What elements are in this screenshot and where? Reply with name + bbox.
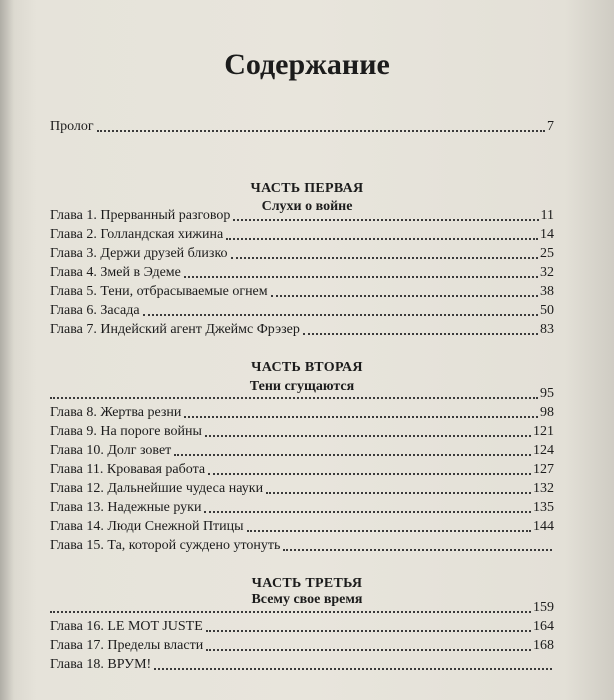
toc-entry-label: Глава 16. LE MOT JUSTE [50, 619, 203, 634]
leader-dots [143, 314, 538, 316]
toc-entry-label: Пролог [50, 119, 94, 134]
part-subtitle: Слухи о войне [261, 199, 353, 214]
toc-entry-label: Глава 18. ВРУМ! [50, 657, 152, 672]
leader-dots [50, 611, 531, 613]
leader-dots [205, 435, 531, 437]
toc-entry-label: Глава 4. Змей в Эдеме [50, 265, 181, 280]
toc-entry [50, 461, 554, 479]
part-title: ЧАСТЬ ТРЕТЬЯ [251, 576, 363, 591]
toc-entry-label: Глава 1. Прерванный разговор [50, 208, 231, 223]
toc-entry-page: 121 [533, 424, 554, 439]
toc-entry-page: 14 [540, 227, 554, 242]
toc-entry-prologue [50, 118, 554, 136]
toc-entry-page: 159 [533, 600, 554, 615]
toc-entry-page: 83 [540, 322, 554, 337]
part-title: ЧАСТЬ ВТОРАЯ [251, 360, 363, 375]
page-title: Содержание [224, 48, 390, 81]
leader-dots [50, 397, 538, 399]
leader-dots [208, 473, 531, 475]
part-title: ЧАСТЬ ПЕРВАЯ [250, 181, 364, 196]
toc-entry [50, 404, 554, 422]
part-subtitle: Тени сгущаются [249, 379, 355, 394]
leader-dots [206, 630, 531, 632]
toc-entry-label: Глава 13. Надежные руки [50, 500, 202, 515]
leader-dots [283, 549, 552, 551]
toc-entry-label: Глава 17. Пределы власти [50, 638, 204, 653]
toc-entry-page: 144 [533, 519, 554, 534]
leader-dots [204, 511, 531, 513]
toc-entry-label: Глава 14. Люди Снежной Птицы [50, 519, 244, 534]
toc-entry [50, 537, 554, 555]
toc-entry [50, 480, 554, 498]
toc-entry [50, 518, 554, 536]
toc-entry [50, 245, 554, 263]
toc-entry-page: 11 [540, 208, 554, 223]
toc-entry [50, 264, 554, 282]
toc-entry [50, 637, 554, 655]
toc-entry-label: Глава 5. Тени, отбрасываемые огнем [50, 284, 268, 299]
toc-entry-page: 32 [540, 265, 554, 280]
toc-entry-page: 127 [533, 462, 554, 477]
leader-dots [226, 238, 538, 240]
leader-dots [231, 257, 538, 259]
toc-entry [50, 321, 554, 339]
toc-entry-part-two-page [50, 385, 554, 403]
toc-entry [50, 499, 554, 517]
toc-entry [50, 207, 554, 225]
leader-dots [154, 668, 552, 670]
toc-entry-label: Глава 2. Голландская хижина [50, 227, 224, 242]
toc-entry-label: Глава 6. Засада [50, 303, 140, 318]
toc-entry-page: 124 [533, 443, 554, 458]
toc-entry-label: Глава 15. Та, которой суждено утонуть [50, 538, 281, 553]
toc-entry-label: Глава 10. Долг зовет [50, 443, 172, 458]
leader-dots [184, 276, 538, 278]
toc-entry-page: 38 [540, 284, 554, 299]
toc-entry [50, 283, 554, 301]
leader-dots [233, 219, 538, 221]
leader-dots [303, 333, 538, 335]
leader-dots [206, 649, 531, 651]
toc-entry-part-three-page [50, 599, 554, 617]
toc-entry-page: 95 [540, 386, 554, 401]
toc-entry-label: Глава 8. Жертва резни [50, 405, 182, 420]
leader-dots [247, 530, 531, 532]
toc-entry-page: 50 [540, 303, 554, 318]
leader-dots [97, 130, 545, 132]
toc-entry-page: 25 [540, 246, 554, 261]
leader-dots [271, 295, 538, 297]
toc-entry [50, 423, 554, 441]
toc-entry-label: Глава 7. Индейский агент Джеймс Фрэзер [50, 322, 300, 337]
toc-entry [50, 656, 554, 674]
toc-entry-label: Глава 9. На пороге войны [50, 424, 202, 439]
leader-dots [184, 416, 538, 418]
toc-entry [50, 442, 554, 460]
toc-entry-page: 7 [547, 119, 554, 134]
toc-entry-page: 164 [533, 619, 554, 634]
part-subtitle: Всему свое время [251, 592, 363, 607]
toc-entry-page: 132 [533, 481, 554, 496]
toc-entry-page: 168 [533, 638, 554, 653]
toc-entry-page: 135 [533, 500, 554, 515]
toc-entry [50, 302, 554, 320]
toc-entry-label: Глава 11. Кровавая работа [50, 462, 206, 477]
toc-entry-label: Глава 12. Дальнейшие чудеса науки [50, 481, 264, 496]
leader-dots [174, 454, 531, 456]
toc-entry-page: 98 [540, 405, 554, 420]
leader-dots [266, 492, 531, 494]
toc-entry [50, 618, 554, 636]
toc-entry [50, 226, 554, 244]
toc-entry-label: Глава 3. Держи друзей близко [50, 246, 228, 261]
